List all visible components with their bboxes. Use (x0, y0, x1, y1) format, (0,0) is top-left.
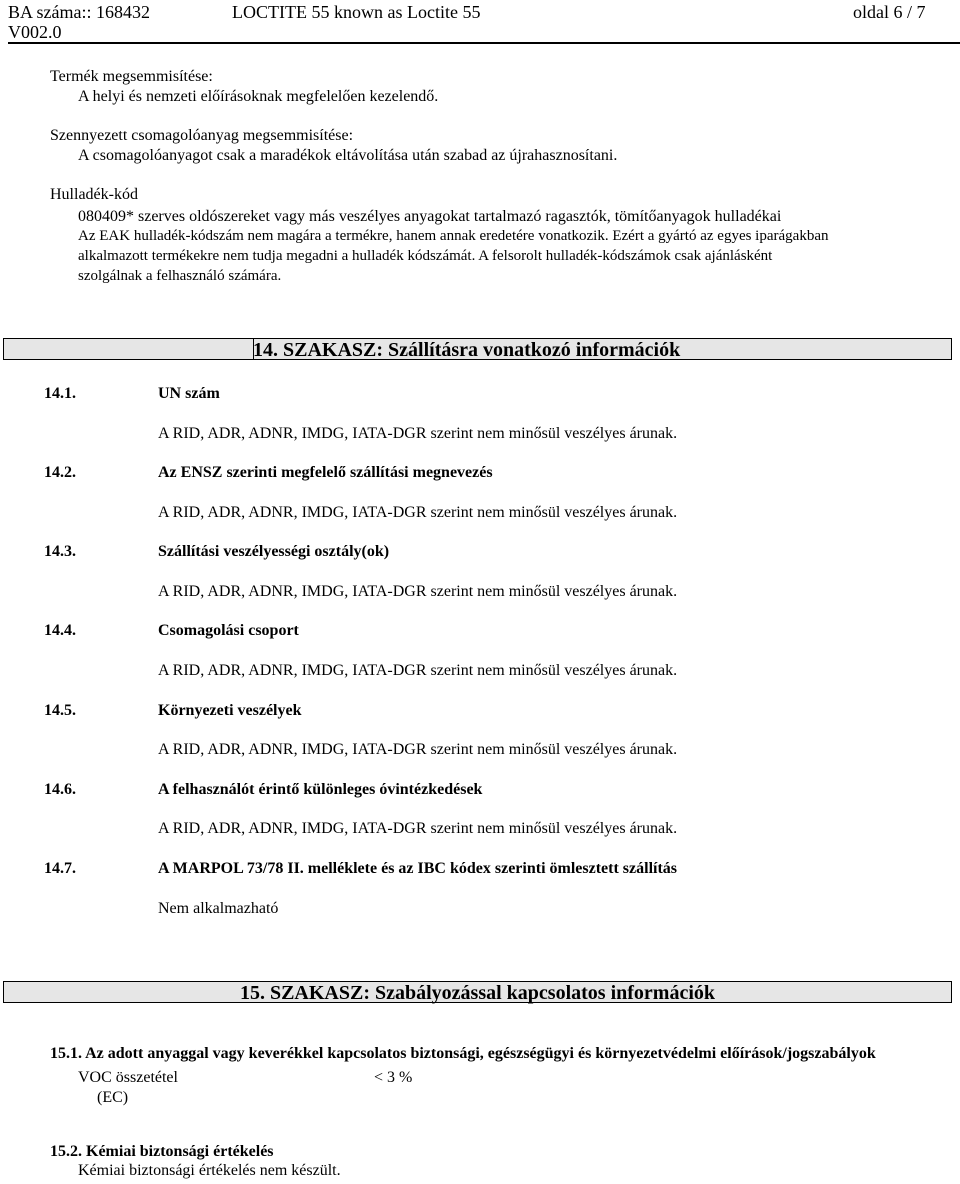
subsection-number: 14.2. (44, 464, 76, 481)
packaging-disposal-label: Szennyezett csomagolóanyag megsemmisítése: (50, 127, 354, 144)
header-divider (8, 42, 960, 44)
voc-value: < 3 % (374, 1069, 413, 1086)
version: V002.0 (8, 22, 62, 42)
waste-code-line: 080409* szerves oldószereket vagy más veszélyes anyagokat tartalmazó ragasztók, tömítőanyagok hulladékai (78, 208, 782, 225)
waste-code-label: Hulladék-kód (50, 186, 138, 203)
waste-code-line: alkalmazott termékekre nem tudja megadni a hulladék kódszámát. A felsorolt hulladék-kódszámok csak ajánlásként (78, 248, 773, 264)
subsection-number: 14.5. (44, 702, 76, 719)
subsection-15-2-title: 15.2. Kémiai biztonsági értékelés (50, 1143, 274, 1160)
subsection-number: 14.1. (44, 385, 76, 402)
subsection-text: A RID, ADR, ADNR, IMDG, IATA-DGR szerint nem minősül veszélyes árunak. (158, 583, 678, 600)
section-14-title: 14. SZAKASZ: Szállításra vonatkozó információk (253, 339, 681, 361)
section-14-header-left (3, 338, 253, 360)
product-disposal-label: Termék megsemmisítése: (50, 68, 213, 85)
subsection-15-1-title: 15.1. Az adott anyaggal vagy keverékkel kapcsolatos biztonsági, egészségügyi és környezetvédelmi előírások/jogszabályok (50, 1045, 876, 1062)
product-disposal-text: A helyi és nemzeti előírásoknak megfelelően kezelendő. (78, 88, 439, 105)
subsection-title: A MARPOL 73/78 II. melléklete és az IBC kódex szerinti ömlesztett szállítás (158, 860, 678, 877)
product-name: LOCTITE 55 known as Loctite 55 (232, 2, 481, 22)
subsection-number: 14.3. (44, 543, 76, 560)
subsection-number: 14.4. (44, 622, 76, 639)
subsection-title: Szállítási veszélyességi osztály(ok) (158, 543, 390, 560)
waste-code-line: szolgálnak a felhasználó számára. (78, 268, 282, 284)
page-number: oldal 6 / 7 (853, 2, 926, 22)
subsection-text: Nem alkalmazható (158, 900, 279, 917)
document-number: BA száma:: 168432 (8, 2, 150, 22)
voc-unit: (EC) (97, 1089, 129, 1106)
subsection-number: 14.7. (44, 860, 76, 877)
waste-code-line: Az EAK hulladék-kódszám nem magára a termékre, hanem annak eredetére vonatkozik. Ezért a gyártó az egyes iparágakban (78, 228, 829, 244)
subsection-text: A RID, ADR, ADNR, IMDG, IATA-DGR szerint nem minősül veszélyes árunak. (158, 741, 678, 758)
section-15-title: 15. SZAKASZ: Szabályozással kapcsolatos információk (239, 982, 716, 1004)
subsection-text: A RID, ADR, ADNR, IMDG, IATA-DGR szerint nem minősül veszélyes árunak. (158, 662, 678, 679)
subsection-title: UN szám (158, 385, 220, 402)
subsection-title: Környezeti veszélyek (158, 702, 302, 719)
subsection-15-2-text: Kémiai biztonsági értékelés nem készült. (78, 1162, 341, 1179)
subsection-title: Az ENSZ szerinti megfelelő szállítási megnevezés (158, 464, 493, 481)
subsection-text: A RID, ADR, ADNR, IMDG, IATA-DGR szerint nem minősül veszélyes árunak. (158, 425, 678, 442)
subsection-number: 14.6. (44, 781, 76, 798)
subsection-title: A felhasználót érintő különleges óvintézkedések (158, 781, 483, 798)
packaging-disposal-text: A csomagolóanyagot csak a maradékok eltávolítása után szabad az újrahasznosítani. (78, 147, 618, 164)
voc-label: VOC összetétel (78, 1069, 178, 1086)
subsection-text: A RID, ADR, ADNR, IMDG, IATA-DGR szerint nem minősül veszélyes árunak. (158, 504, 678, 521)
subsection-text: A RID, ADR, ADNR, IMDG, IATA-DGR szerint nem minősül veszélyes árunak. (158, 820, 678, 837)
subsection-title: Csomagolási csoport (158, 622, 299, 639)
section-15-header (3, 981, 952, 1003)
